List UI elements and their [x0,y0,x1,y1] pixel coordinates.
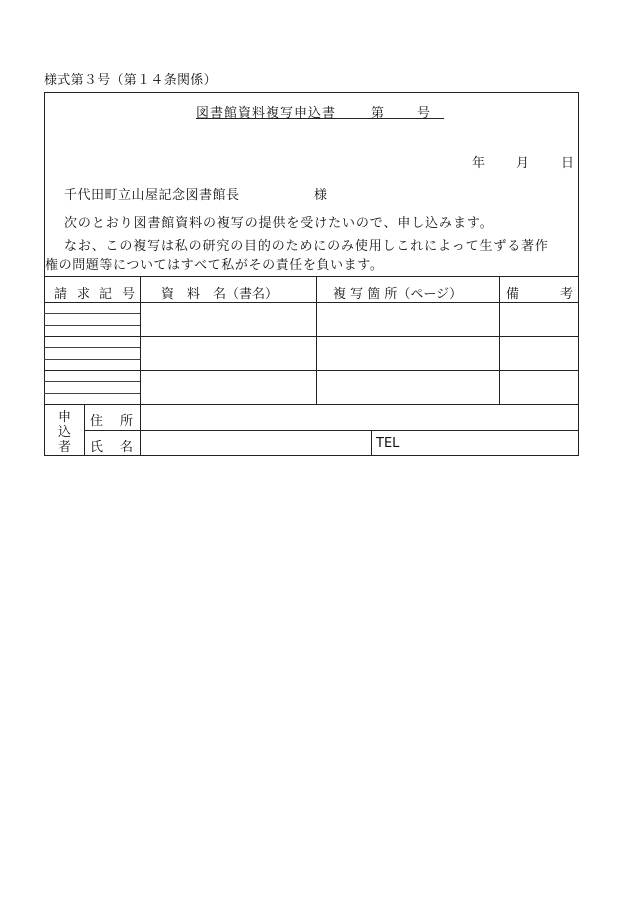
header-remarks-1: 備 [506,287,520,302]
request-number-line [44,393,140,394]
header-request-number-3: 記 [99,287,113,302]
name-label-2: 名 [120,440,134,455]
date-month-label: 月 [516,156,530,171]
header-remarks-2: 考 [560,287,574,302]
table-column-divider [316,276,317,404]
header-copy-location: 複 写 箇 所（ページ） [333,287,463,302]
header-request-number-4: 号 [122,287,136,302]
copyright-statement-line2: 権の問題等についてはすべて私がその責任を負います。 [45,258,384,273]
tel-column-divider [371,430,372,456]
form-number-label: 様式第３号（第１４条関係） [44,73,217,88]
form-number-suffix: 号 [417,106,431,121]
header-request-number-2: 求 [77,287,91,302]
address-label-1: 住 [90,414,104,429]
request-number-line [44,325,140,326]
table-row-border [44,404,579,405]
name-label-1: 氏 [90,440,104,455]
request-number-line [44,381,140,382]
tel-label: TEL [376,436,400,451]
request-number-line [44,359,140,360]
copyright-statement-line1: なお、この複写は私の研究の目的のためにのみ使用しこれによって生ずる著作 [64,239,549,254]
form-number-prefix: 第 [371,106,385,121]
request-statement: 次のとおり図書館資料の複写の提供を受けたいので、申し込みます。 [64,216,494,231]
request-number-line [44,347,140,348]
form-title: 図書館資料複写申込書 [196,106,337,121]
applicant-label-1: 申 [58,410,72,425]
applicant-label-3: 者 [58,440,72,455]
request-number-line [44,313,140,314]
table-column-divider [499,276,500,404]
honorific: 様 [314,188,328,203]
header-material-name: 資 料 名（書名） [161,287,279,302]
applicant-column-divider [84,404,85,456]
address-label-2: 所 [120,414,134,429]
header-request-number-1: 請 [54,287,68,302]
date-day-label: 日 [561,156,575,171]
title-underline [196,118,444,119]
addressee: 千代田町立山屋記念図書館長 [64,188,240,203]
applicant-label-2: 込 [58,425,72,440]
date-year-label: 年 [472,156,486,171]
applicant-row-border [84,430,579,431]
table-column-divider [140,276,141,456]
